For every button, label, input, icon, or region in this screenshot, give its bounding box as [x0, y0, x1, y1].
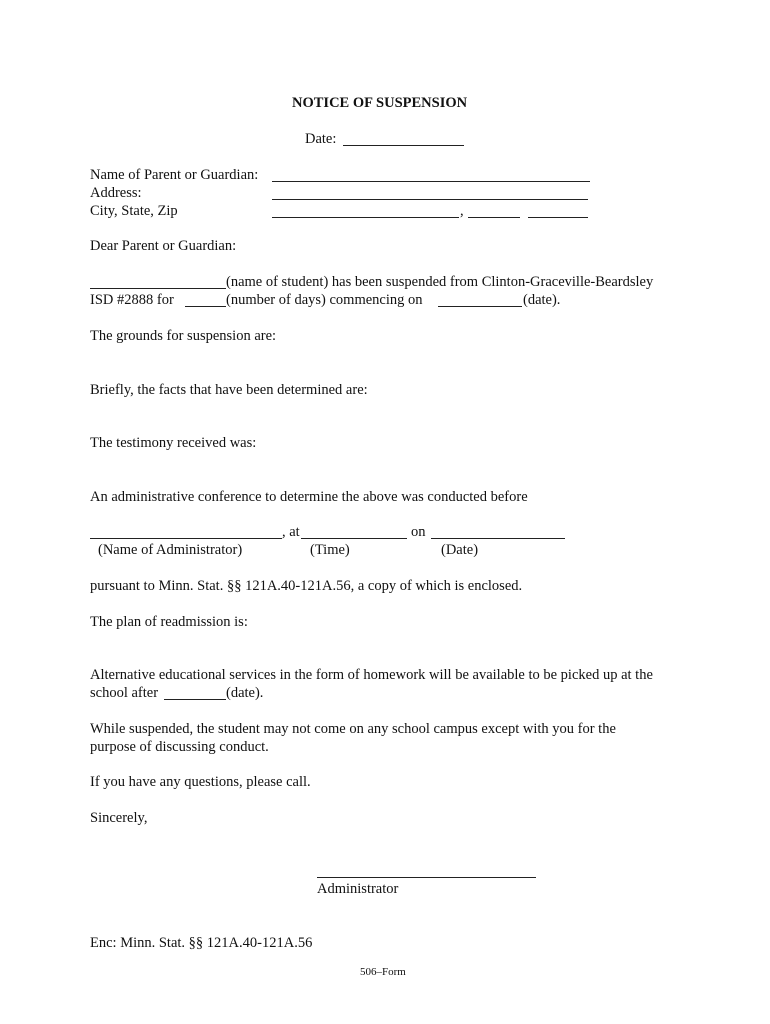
grounds-text: The grounds for suspension are:: [90, 328, 277, 344]
signature-line: [317, 877, 536, 878]
while-suspended-line1: While suspended, the student may not come on any school campus except with you for the: [90, 721, 616, 737]
salutation: Dear Parent or Guardian:: [90, 238, 237, 254]
para1-line2-b: (number of days) commencing on: [226, 292, 423, 308]
zip-blank: [528, 217, 588, 218]
city-label: City, State, Zip: [90, 203, 178, 219]
administrator-label: Administrator: [317, 881, 399, 897]
time-caption: (Time): [310, 542, 350, 558]
alt-services-line2-b: (date).: [226, 685, 264, 701]
state-blank: [468, 217, 520, 218]
pursuant-text: pursuant to Minn. Stat. §§ 121A.40-121A.56, a copy of which is enclosed.: [90, 578, 523, 594]
pickup-date-blank: [164, 699, 226, 700]
commence-date-blank: [438, 306, 522, 307]
address-blank: [272, 199, 588, 200]
facts-text: Briefly, the facts that have been determined are:: [90, 382, 368, 398]
enclosure: Enc: Minn. Stat. §§ 121A.40-121A.56: [90, 935, 313, 951]
time-blank: [301, 538, 407, 539]
para1-line1: (name of student) has been suspended from Clinton-Graceville-Beardsley: [226, 274, 654, 290]
document-title: NOTICE OF SUSPENSION: [292, 95, 468, 111]
alt-services-line2-a: school after: [90, 685, 159, 701]
conference-text: An administrative conference to determine the above was conducted before: [90, 489, 528, 505]
para1-line2-a: ISD #2888 for: [90, 292, 174, 308]
admin-caption: (Name of Administrator): [98, 542, 243, 558]
while-suspended-line2: purpose of discussing conduct.: [90, 739, 269, 755]
city-comma: ,: [460, 203, 464, 219]
student-name-blank: [90, 288, 226, 289]
date-caption: (Date): [441, 542, 479, 558]
footer-form-number: 506–Form: [360, 966, 406, 978]
conf-on: on: [411, 524, 426, 540]
date-label: Date:: [305, 131, 337, 147]
alt-services-line1: Alternative educational services in the form of homework will be available to be picked up at the: [90, 667, 653, 683]
readmission-text: The plan of readmission is:: [90, 614, 248, 630]
testimony-text: The testimony received was:: [90, 435, 257, 451]
date-blank: [343, 145, 464, 146]
admin-name-blank: [90, 538, 282, 539]
parent-label: Name of Parent or Guardian:: [90, 167, 259, 183]
address-label: Address:: [90, 185, 142, 201]
questions-text: If you have any questions, please call.: [90, 774, 311, 790]
conf-date-blank: [431, 538, 565, 539]
city-blank: [272, 217, 459, 218]
parent-blank: [272, 181, 590, 182]
closing: Sincerely,: [90, 810, 148, 826]
para1-line2-c: (date).: [523, 292, 561, 308]
days-blank: [185, 306, 226, 307]
conf-at: , at: [282, 524, 300, 540]
